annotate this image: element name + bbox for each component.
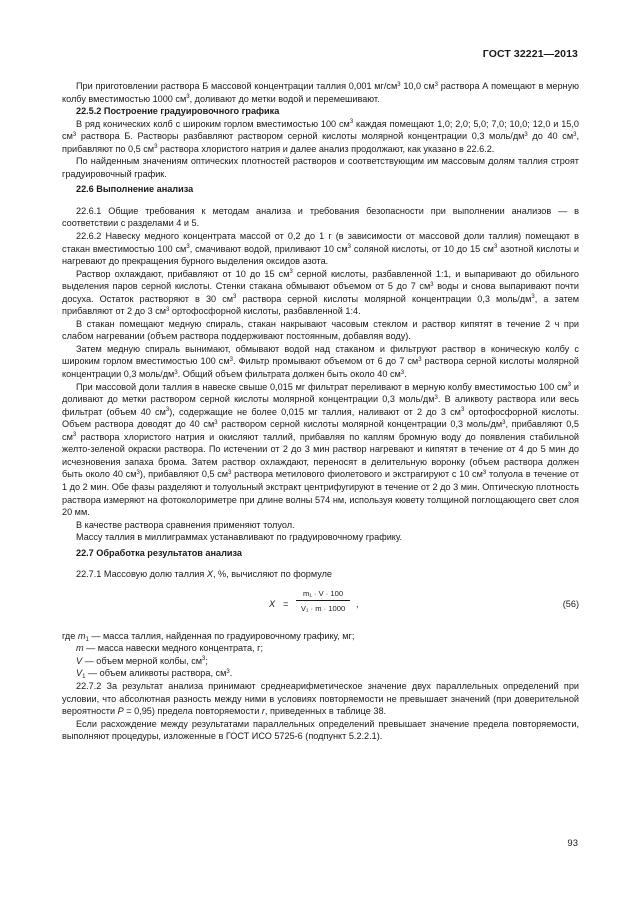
paragraph-filter: Затем медную спираль вынимают, обмывают водой над стаканом и фильтруют раствор в коническую колбу с широким горлом вместимостью 100 $см^3$. Фильтр промывают объемом от 6 до 7 $см^3$ раствора серной кислоты молярной концентрации 0,3 моль/$дм^3$. Общий объем фильтрата должен быть около 40 $см^3$. [62,343,579,380]
formula-number: (56) [562,598,579,609]
paragraph-spiral: В стакан помещают медную спираль, стакан накрывают часовым стеклом и раствор кипятят в течение 2 ч при слабом нагревании (объем раствора поддерживают постоянным, добавляя воду). [62,318,579,342]
paragraph-22-7-2: 22.7.2 За результат анализа принимают среднеарифметическое значение двух параллельных определений при условии, что абсолютная разность между ними в условиях повторяемости не превышает значений (при доверительной вероятности P = 0,95) предела повторяемости r, приведенных в таблице 38. [62,680,579,717]
document-header: ГОСТ 32221—2013 [482,48,578,60]
paragraph-22-7-1: 22.7.1 Массовую долю таллия X, %, вычисляют по формуле [76,569,332,580]
paragraph-divergence: Если расхождение между результатами параллельных определений превышает значение предела повторяемости, выполняют процедуры, изложенные в ГОСТ ИСО 5725-6 (подпункт 5.2.2.1). [62,718,579,742]
formula-denominator: V₁ · m · 1000 [300,603,346,613]
paragraph-solution-b: При приготовлении раствора Б массовой концентрации таллия 0,001 $мг/см^3$ 10,0 $см^3$ раствора А помещают в мерную колбу вместимостью 1000 $см^3$, доливают до метки водой и перемешивают. [62,81,579,104]
legend-m1: где $m_1$ — масса таллия, найденная по градуировочному графику, мг; [62,630,355,643]
subsection-heading-22-5-2: 22.5.2 Построение градуировочного графика [76,106,280,117]
paragraph-cooling: Раствор охлаждают, прибавляют от 10 до 15 $см^3$ серной кислоты, разбавленной 1:1, и выпаривают до обильного выделения паров серной кислоты. Стенки стакана обмывают объемом от 5 до 7 $см^3$ воды и снова выпаривают почти досуха. Остаток растворяют в 30 $см^3$ раствора серной кислоты молярной концентрации 0,3 моль/$дм^3$, а затем прибавляют от 2 до 3 $см^3$ ортофосфорной кислоты, разбавленной 1:4. [62,268,580,317]
section-heading-22-6: 22.6 Выполнение анализа [76,184,194,195]
document-body [62,80,579,743]
legend-v: V — объем мерной колбы, $см^3$; [76,655,208,666]
legend-m: m — масса навески медного концентрата, г; [76,643,263,654]
paragraph-graph: По найденным значениям оптических плотностей растворов и соответствующим им массовым долям таллия строят градуировочный график. [62,156,579,179]
formula-56: X = $\frac{\text{m₁ · V · 100}}{\text{V₁ · m · 1000}}$ , (56) [269,588,579,613]
page-number: 93 [567,838,578,849]
formula-equals: = [283,598,289,609]
paragraph-calibration: В ряд конических колб с широким горлом вместимостью 100 $см^3$ каждая помещают 1,0; 2,0; 5,0; 7,0; 10,0; 12,0 и 15,0 $см^3$ раствора Б. Растворы разбавляют раствором серной кислоты молярной концентрации 0,3 моль/$дм^3$ до 40 $см^3$, прибавляют по 0,5 $см^3$ раствора хлористого натрия и далее анализ продолжают, как указано в 22.6.2. [62,118,579,154]
section-heading-22-7: 22.7 Обработка результатов анализа [76,547,242,558]
formula-lhs: X [269,598,276,609]
paragraph-22-6-1: 22.6.1 Общие требования к методам анализа и требования безопасности при выполнении анализов — в соответствии с разделами 4 и 5. [62,205,579,229]
formula-fraction [296,588,350,614]
paragraph-mass-fraction: При массовой доли таллия в навеске свыше 0,015 мг фильтрат переливают в мерную колбу вместимостью 100 $см^3$ и доливают до метки раствором серной кислоты молярной концентрации 0,3 моль/$дм^3$. В аликвоту раствора или весь фильтрат (объем 40 $см^3$), содержащие не более 0,015 мг таллия, наливают от 2 до 3 $см^3$ ортофосфорной кислоты. Объем раствора доводят до 40 $см^3$ раствором серной кислоты молярной концентрации 0,3 моль/$дм^3$, прибавляют 0,5 $см^3$ раствора хлористого натрия и окисляют таллий, прибавляя по каплям бромную воду до появления стабильной желто-зеленой окраски раствора. По истечении от 2 до 3 мин раствор нагревают и кипятят в течение от 4 до 5 мин до исчезновения запаха брома. Затем раствор охлаждают, переносят в делительную воронку (объем раствора должен быть около 40 $см^3$), прибавляют 0,5 $см^3$ раствора метилового фиолетового и экстрагируют с 10 $см^3$ толуола в течение от 1 до 2 мин. Обе фазы разделяют и толуольный экстракт центрифугируют в течение от 2 до 3 мин. Оптическую плотность раствора измеряют на фотоколориметре при длине волны 574 нм, используя кювету толщиной поглощающего свет слоя 20 мм. [62,381,580,518]
paragraph-thallium-mass: Массу таллия в миллиграммах устанавливают по градуировочному графику. [76,532,403,543]
paragraph-reference-toluol: В качестве раствора сравнения применяют толуол. [76,519,295,530]
formula-numerator: m₁ · V · 100 [296,588,350,601]
legend-v1: $V_1$ — объем аликвоты раствора, $см^3$. [76,668,233,681]
paragraph-22-6-2: 22.6.2 Навеску медного концентрата массой от 0,2 до 1 г (в зависимости от массовой доли таллия) помещают в стакан вместимостью 100 $см^3$, смачивают водой, приливают 10 $см^3$ соляной кислоты, от 10 до 15 $см^3$ азотной кислоты и нагревают до прекращения бурного выделения оксидов азота. [62,231,580,267]
